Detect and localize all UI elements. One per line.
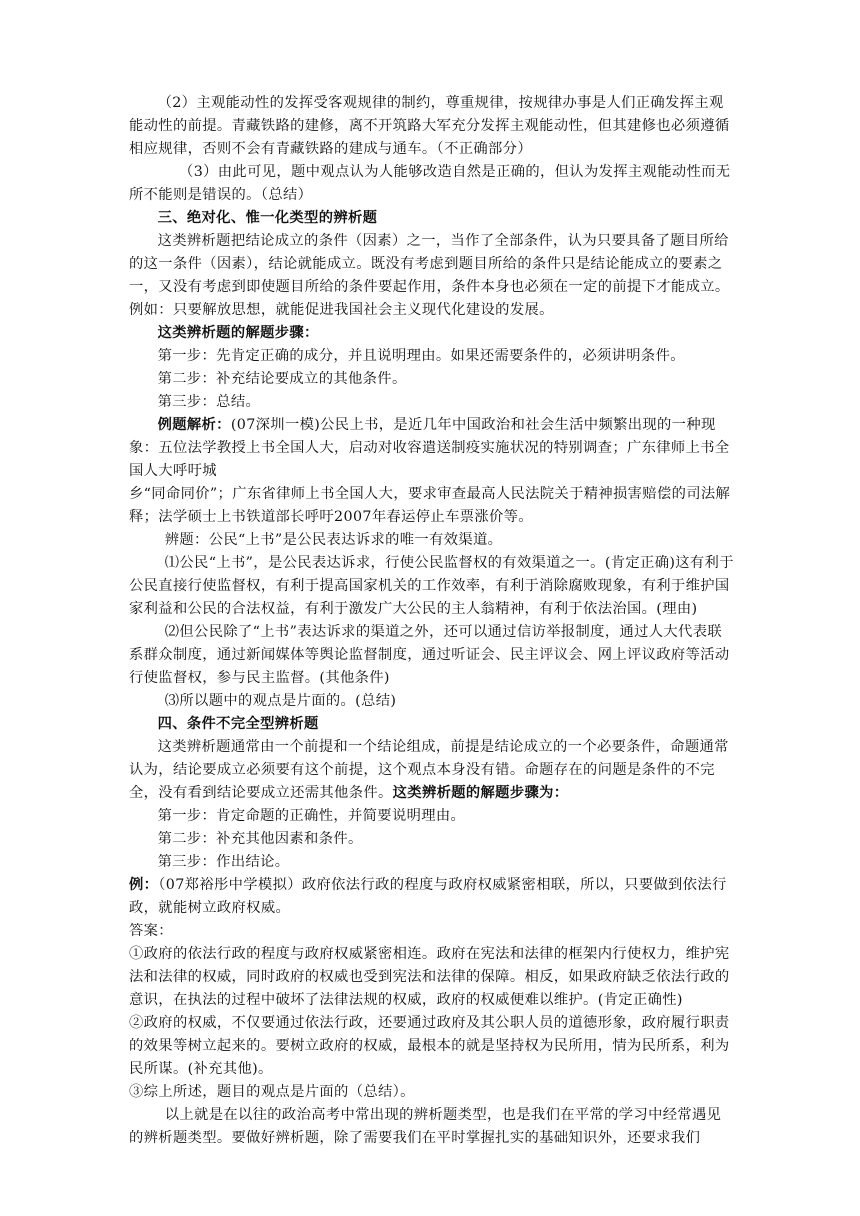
section-4-text: 这类辨析题通常由一个前提和一个结论组成，前提是结论成立的一个必要条件，命题通常认为，结论要成立必须要有这个前提，这个观点本身没有错。命题存在的问题是条件的不完全，没有看到结论要成立还需其他条件。 <box>129 739 729 801</box>
paragraph-point-2: （2）主观能动性的发挥受客观规律的制约，尊重规律，按规律办事是人们正确发挥主观能动性的前提。青藏铁路的建修，离不开筑路大军充分发挥主观能动性，但其建修也必须遵循相应规律，否则不会有青藏铁路的建成与通车。（不正确部分） <box>129 95 730 157</box>
question-statement: 辨题：公民“上书”是公民表达诉求的唯一有效渠道。 <box>164 532 503 548</box>
step-2-section-4: 第二步：补充其他因素和条件。 <box>157 831 363 847</box>
section-4-steps-label: 这类辨析题的解题步骤为： <box>392 785 569 801</box>
closing-paragraph: 以上就是在以往的政治高考中常出现的辨析题类型，也是我们在平常的学习中经常遇见的辨析题类型。要做好辨析题，除了需要我们在平时掌握扎实的基础知识外，还要求我们 <box>129 1107 722 1146</box>
section-heading-4: 四、条件不完全型辨析题 <box>157 716 319 732</box>
section-heading-3: 三、绝对化、惟一化类型的辨析题 <box>157 210 378 226</box>
steps-title: 这类辨析题的解题步骤： <box>157 325 319 341</box>
step-3-section-4: 第三步：作出结论。 <box>157 854 290 870</box>
example-text: (07深圳一模)公民上书，是近几年中国政治和社会生活中频繁出现的一种现象：五位法学教授上书全国人大，启动对收容遣送制疫实施状况的特别调查；广东律师上书全国人大呼吁城 <box>129 417 730 479</box>
example-continuation: 乡“同命同价”；广东省律师上书全国人大，要求审查最高人民法院关于精神损害赔偿的司法解释；法学硕士上书铁道部长呼吁2007年春运停止车票涨价等。 <box>129 486 731 525</box>
example-label: 例题解析： <box>157 417 231 433</box>
paragraph-point-3: （3）由此可见，题中观点认为人能够改造自然是正确的，但认为发挥主观能动性而无所不能则是错误的。（总结） <box>129 164 731 203</box>
example-2-text: （07郑裕彤中学模拟）政府依法行政的程度与政府权威紧密相联，所以，只要做到依法行政，就能树立政府权威。 <box>129 877 727 916</box>
paragraph-section-4-intro <box>129 736 735 805</box>
document-page <box>129 92 735 1150</box>
answer-item-2: ②政府的权威，不仅要通过依法行政，还要通过政府及其公职人员的道德形象，政府履行职责的效果等树立起来的。要树立政府的权威，最根本的就是坚持权为民所用，情为民所系，利为民所谋。(补充其他)。 <box>129 1015 730 1077</box>
paragraph-section-3-intro: 这类辨析题把结论成立的条件（因素）之一，当作了全部条件，认为只要具备了题目所给的这一条件（因素），结论就能成立。既没有考虑到题目所给的条件只是结论能成立的要素之一，又没有考虑到即使题目所给的条件要起作用，条件本身也必须在一定的前提下才能成立。例如：只要解放思想，就能促进我国社会主义现代化建设的发展。 <box>129 233 730 318</box>
answer-item-1: ①政府的依法行政的程度与政府权威紧密相连。政府在宪法和法律的框架内行使权力，维护宪法和法律的权威，同时政府的权威也受到宪法和法律的保障。相反，如果政府缺乏依法行政的意识，在执法的过程中破坏了法律法规的权威，政府的权威便难以维护。(肯定正确性) <box>129 946 730 1008</box>
answer-item-3: ③综上所述，题目的观点是片面的（总结）。 <box>129 1084 415 1100</box>
example-2-label: 例： <box>129 877 159 893</box>
step-2: 第二步：补充结论要成立的其他条件。 <box>157 371 407 387</box>
example-paragraph <box>129 414 735 483</box>
step-1-section-4: 第一步：肯定命题的正确性，并简要说明理由。 <box>157 808 466 824</box>
step-3: 第三步：总结。 <box>157 394 261 410</box>
answer-1: ⑴公民“上书”，是公民表达诉求，行使公民监督权的有效渠道之一。(肯定正确)这有利于公民直接行使监督权，有利于提高国家机关的工作效率，有利于消除腐败现象，有利于维护国家利益和公民的合法权益，有利于激发广大公民的主人翁精神，有利于依法治国。(理由) <box>129 555 734 617</box>
step-1: 第一步：先肯定正确的成分，并且说明理由。如果还需要条件的，必须讲明条件。 <box>157 348 685 364</box>
example-2-paragraph <box>129 874 735 920</box>
answer-3: ⑶所以题中的观点是片面的。(总结) <box>164 693 397 709</box>
answer-label: 答案： <box>129 923 173 939</box>
answer-2: ⑵但公民除了“上书”表达诉求的渠道之外，还可以通过信访举报制度，通过人大代表联系群众制度，通过新闻媒体等舆论监督制度，通过听证会、民主评议会、网上评议政府等活动行使监督权，参与民主监督。(其他条件) <box>129 624 730 686</box>
